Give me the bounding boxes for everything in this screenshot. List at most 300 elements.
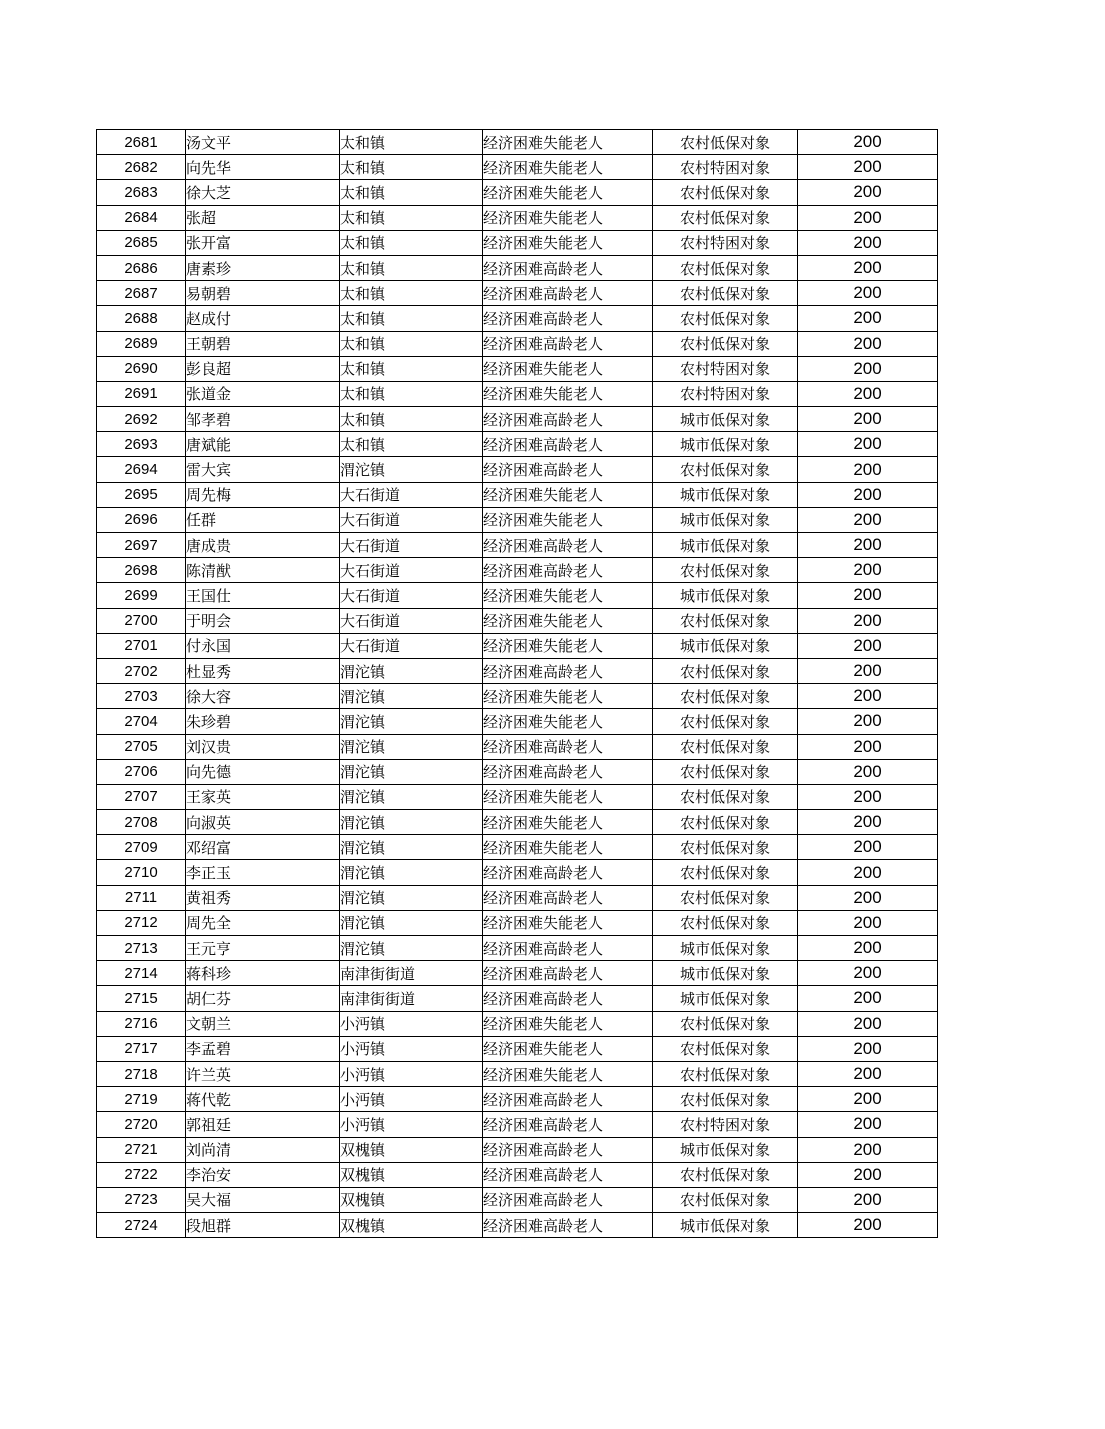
category-cell: 经济困难失能老人	[483, 910, 653, 935]
row-number-cell: 2693	[97, 432, 186, 457]
table-row	[97, 230, 938, 255]
name-cell: 黄祖秀	[186, 885, 340, 910]
recipient-type-cell: 城市低保对象	[653, 533, 798, 558]
town-cell: 渭沱镇	[340, 810, 483, 835]
row-number-cell: 2711	[97, 885, 186, 910]
row-number-cell: 2716	[97, 1011, 186, 1036]
table-row	[97, 381, 938, 406]
name-cell: 王朝碧	[186, 331, 340, 356]
amount-cell: 200	[798, 381, 938, 406]
table-row	[97, 1087, 938, 1112]
row-number-cell: 2697	[97, 533, 186, 558]
category-cell: 经济困难失能老人	[483, 709, 653, 734]
name-cell: 易朝碧	[186, 281, 340, 306]
recipient-type-cell: 农村低保对象	[653, 734, 798, 759]
name-cell: 向先德	[186, 759, 340, 784]
amount-cell: 200	[798, 533, 938, 558]
name-cell: 王元亨	[186, 936, 340, 961]
row-number-cell: 2692	[97, 407, 186, 432]
name-cell: 付永国	[186, 633, 340, 658]
town-cell: 太和镇	[340, 230, 483, 255]
name-cell: 向先华	[186, 155, 340, 180]
name-cell: 朱珍碧	[186, 709, 340, 734]
town-cell: 太和镇	[340, 407, 483, 432]
category-cell: 经济困难高龄老人	[483, 558, 653, 583]
category-cell: 经济困难失能老人	[483, 205, 653, 230]
town-cell: 太和镇	[340, 432, 483, 457]
town-cell: 大石街道	[340, 507, 483, 532]
category-cell: 经济困难高龄老人	[483, 1162, 653, 1187]
name-cell: 向淑英	[186, 810, 340, 835]
recipient-type-cell: 城市低保对象	[653, 633, 798, 658]
recipient-type-cell: 农村低保对象	[653, 255, 798, 280]
town-cell: 太和镇	[340, 205, 483, 230]
spreadsheet-page	[96, 129, 938, 1238]
town-cell: 渭沱镇	[340, 860, 483, 885]
name-cell: 于明会	[186, 608, 340, 633]
table-row	[97, 684, 938, 709]
recipient-type-cell: 农村低保对象	[653, 759, 798, 784]
town-cell: 渭沱镇	[340, 734, 483, 759]
name-cell: 李治安	[186, 1162, 340, 1187]
amount-cell: 200	[798, 1187, 938, 1212]
category-cell: 经济困难失能老人	[483, 633, 653, 658]
category-cell: 经济困难失能老人	[483, 130, 653, 155]
amount-cell: 200	[798, 583, 938, 608]
town-cell: 小沔镇	[340, 1087, 483, 1112]
amount-cell: 200	[798, 1061, 938, 1086]
name-cell: 汤文平	[186, 130, 340, 155]
amount-cell: 200	[798, 255, 938, 280]
recipient-type-cell: 农村低保对象	[653, 1036, 798, 1061]
town-cell: 太和镇	[340, 306, 483, 331]
amount-cell: 200	[798, 230, 938, 255]
town-cell: 大石街道	[340, 533, 483, 558]
row-number-cell: 2721	[97, 1137, 186, 1162]
category-cell: 经济困难高龄老人	[483, 885, 653, 910]
table-row	[97, 709, 938, 734]
name-cell: 邹孝碧	[186, 407, 340, 432]
row-number-cell: 2683	[97, 180, 186, 205]
category-cell: 经济困难高龄老人	[483, 306, 653, 331]
amount-cell: 200	[798, 432, 938, 457]
row-number-cell: 2722	[97, 1162, 186, 1187]
town-cell: 双槐镇	[340, 1187, 483, 1212]
row-number-cell: 2724	[97, 1213, 186, 1238]
amount-cell: 200	[798, 180, 938, 205]
table-row	[97, 281, 938, 306]
amount-cell: 200	[798, 1213, 938, 1238]
row-number-cell: 2708	[97, 810, 186, 835]
town-cell: 大石街道	[340, 482, 483, 507]
row-number-cell: 2703	[97, 684, 186, 709]
amount-cell: 200	[798, 558, 938, 583]
recipient-type-cell: 农村低保对象	[653, 658, 798, 683]
category-cell: 经济困难失能老人	[483, 684, 653, 709]
row-number-cell: 2682	[97, 155, 186, 180]
amount-cell: 200	[798, 1162, 938, 1187]
town-cell: 双槐镇	[340, 1162, 483, 1187]
town-cell: 南津街街道	[340, 961, 483, 986]
amount-cell: 200	[798, 457, 938, 482]
row-number-cell: 2687	[97, 281, 186, 306]
town-cell: 太和镇	[340, 356, 483, 381]
recipient-type-cell: 农村低保对象	[653, 1162, 798, 1187]
town-cell: 双槐镇	[340, 1137, 483, 1162]
table-row	[97, 734, 938, 759]
amount-cell: 200	[798, 684, 938, 709]
recipient-type-cell: 城市低保对象	[653, 961, 798, 986]
town-cell: 太和镇	[340, 180, 483, 205]
amount-cell: 200	[798, 835, 938, 860]
amount-cell: 200	[798, 986, 938, 1011]
category-cell: 经济困难失能老人	[483, 1061, 653, 1086]
category-cell: 经济困难失能老人	[483, 835, 653, 860]
category-cell: 经济困难高龄老人	[483, 734, 653, 759]
name-cell: 彭良超	[186, 356, 340, 381]
row-number-cell: 2690	[97, 356, 186, 381]
recipient-type-cell: 农村低保对象	[653, 1087, 798, 1112]
row-number-cell: 2709	[97, 835, 186, 860]
town-cell: 小沔镇	[340, 1011, 483, 1036]
row-number-cell: 2720	[97, 1112, 186, 1137]
town-cell: 大石街道	[340, 583, 483, 608]
row-number-cell: 2688	[97, 306, 186, 331]
town-cell: 渭沱镇	[340, 709, 483, 734]
category-cell: 经济困难高龄老人	[483, 860, 653, 885]
town-cell: 小沔镇	[340, 1036, 483, 1061]
table-row	[97, 1061, 938, 1086]
recipient-type-cell: 城市低保对象	[653, 986, 798, 1011]
town-cell: 小沔镇	[340, 1112, 483, 1137]
name-cell: 徐大芝	[186, 180, 340, 205]
category-cell: 经济困难失能老人	[483, 1011, 653, 1036]
table-row	[97, 1213, 938, 1238]
amount-cell: 200	[798, 331, 938, 356]
row-number-cell: 2699	[97, 583, 186, 608]
amount-cell: 200	[798, 608, 938, 633]
table-row	[97, 533, 938, 558]
category-cell: 经济困难高龄老人	[483, 1087, 653, 1112]
category-cell: 经济困难失能老人	[483, 155, 653, 180]
table-row	[97, 331, 938, 356]
name-cell: 蒋代乾	[186, 1087, 340, 1112]
category-cell: 经济困难高龄老人	[483, 936, 653, 961]
amount-cell: 200	[798, 885, 938, 910]
table-row	[97, 356, 938, 381]
recipient-type-cell: 农村特困对象	[653, 381, 798, 406]
table-row	[97, 130, 938, 155]
recipient-type-cell: 农村低保对象	[653, 1011, 798, 1036]
recipient-type-cell: 农村低保对象	[653, 885, 798, 910]
amount-cell: 200	[798, 306, 938, 331]
category-cell: 经济困难高龄老人	[483, 533, 653, 558]
name-cell: 刘汉贵	[186, 734, 340, 759]
category-cell: 经济困难失能老人	[483, 381, 653, 406]
category-cell: 经济困难失能老人	[483, 608, 653, 633]
row-number-cell: 2694	[97, 457, 186, 482]
table-row	[97, 608, 938, 633]
amount-cell: 200	[798, 130, 938, 155]
recipient-type-cell: 农村低保对象	[653, 784, 798, 809]
table-row	[97, 986, 938, 1011]
name-cell: 邓绍富	[186, 835, 340, 860]
recipient-type-cell: 农村特困对象	[653, 1112, 798, 1137]
recipient-type-cell: 农村低保对象	[653, 1187, 798, 1212]
amount-cell: 200	[798, 407, 938, 432]
town-cell: 小沔镇	[340, 1061, 483, 1086]
recipient-type-cell: 城市低保对象	[653, 1213, 798, 1238]
category-cell: 经济困难失能老人	[483, 180, 653, 205]
town-cell: 渭沱镇	[340, 759, 483, 784]
recipient-type-cell: 农村低保对象	[653, 810, 798, 835]
name-cell: 李孟碧	[186, 1036, 340, 1061]
town-cell: 大石街道	[340, 608, 483, 633]
name-cell: 段旭群	[186, 1213, 340, 1238]
town-cell: 渭沱镇	[340, 684, 483, 709]
category-cell: 经济困难高龄老人	[483, 255, 653, 280]
subsidy-table	[96, 129, 938, 1238]
amount-cell: 200	[798, 810, 938, 835]
amount-cell: 200	[798, 936, 938, 961]
recipient-type-cell: 农村特困对象	[653, 356, 798, 381]
category-cell: 经济困难高龄老人	[483, 658, 653, 683]
amount-cell: 200	[798, 281, 938, 306]
name-cell: 周先梅	[186, 482, 340, 507]
row-number-cell: 2689	[97, 331, 186, 356]
amount-cell: 200	[798, 961, 938, 986]
recipient-type-cell: 农村低保对象	[653, 1061, 798, 1086]
amount-cell: 200	[798, 155, 938, 180]
recipient-type-cell: 农村特困对象	[653, 155, 798, 180]
category-cell: 经济困难高龄老人	[483, 1112, 653, 1137]
table-row	[97, 1036, 938, 1061]
name-cell: 张道金	[186, 381, 340, 406]
table-row	[97, 205, 938, 230]
table-row	[97, 407, 938, 432]
category-cell: 经济困难失能老人	[483, 482, 653, 507]
table-row	[97, 180, 938, 205]
row-number-cell: 2695	[97, 482, 186, 507]
row-number-cell: 2713	[97, 936, 186, 961]
row-number-cell: 2706	[97, 759, 186, 784]
category-cell: 经济困难高龄老人	[483, 457, 653, 482]
town-cell: 渭沱镇	[340, 885, 483, 910]
row-number-cell: 2698	[97, 558, 186, 583]
town-cell: 南津街街道	[340, 986, 483, 1011]
town-cell: 渭沱镇	[340, 784, 483, 809]
row-number-cell: 2681	[97, 130, 186, 155]
name-cell: 周先全	[186, 910, 340, 935]
category-cell: 经济困难高龄老人	[483, 432, 653, 457]
row-number-cell: 2704	[97, 709, 186, 734]
row-number-cell: 2707	[97, 784, 186, 809]
recipient-type-cell: 农村低保对象	[653, 130, 798, 155]
amount-cell: 200	[798, 860, 938, 885]
name-cell: 王家英	[186, 784, 340, 809]
name-cell: 徐大容	[186, 684, 340, 709]
amount-cell: 200	[798, 356, 938, 381]
table-row	[97, 432, 938, 457]
recipient-type-cell: 农村低保对象	[653, 205, 798, 230]
table-row	[97, 658, 938, 683]
category-cell: 经济困难高龄老人	[483, 1137, 653, 1162]
table-row	[97, 155, 938, 180]
name-cell: 唐斌能	[186, 432, 340, 457]
town-cell: 大石街道	[340, 633, 483, 658]
recipient-type-cell: 农村低保对象	[653, 306, 798, 331]
table-row	[97, 759, 938, 784]
name-cell: 王国仕	[186, 583, 340, 608]
amount-cell: 200	[798, 1036, 938, 1061]
category-cell: 经济困难失能老人	[483, 810, 653, 835]
amount-cell: 200	[798, 1137, 938, 1162]
table-row	[97, 583, 938, 608]
row-number-cell: 2691	[97, 381, 186, 406]
row-number-cell: 2710	[97, 860, 186, 885]
name-cell: 唐成贵	[186, 533, 340, 558]
category-cell: 经济困难失能老人	[483, 583, 653, 608]
town-cell: 太和镇	[340, 130, 483, 155]
amount-cell: 200	[798, 507, 938, 532]
amount-cell: 200	[798, 1087, 938, 1112]
name-cell: 蒋科珍	[186, 961, 340, 986]
recipient-type-cell: 农村低保对象	[653, 608, 798, 633]
amount-cell: 200	[798, 658, 938, 683]
table-row	[97, 810, 938, 835]
name-cell: 文朝兰	[186, 1011, 340, 1036]
recipient-type-cell: 农村特困对象	[653, 230, 798, 255]
recipient-type-cell: 城市低保对象	[653, 936, 798, 961]
row-number-cell: 2686	[97, 255, 186, 280]
recipient-type-cell: 农村低保对象	[653, 457, 798, 482]
town-cell: 渭沱镇	[340, 910, 483, 935]
name-cell: 张超	[186, 205, 340, 230]
recipient-type-cell: 城市低保对象	[653, 432, 798, 457]
name-cell: 吴大福	[186, 1187, 340, 1212]
amount-cell: 200	[798, 1112, 938, 1137]
row-number-cell: 2701	[97, 633, 186, 658]
row-number-cell: 2723	[97, 1187, 186, 1212]
row-number-cell: 2712	[97, 910, 186, 935]
table-row	[97, 457, 938, 482]
category-cell: 经济困难失能老人	[483, 230, 653, 255]
table-row	[97, 885, 938, 910]
amount-cell: 200	[798, 482, 938, 507]
town-cell: 渭沱镇	[340, 457, 483, 482]
recipient-type-cell: 农村低保对象	[653, 331, 798, 356]
name-cell: 李正玉	[186, 860, 340, 885]
table-row	[97, 1187, 938, 1212]
amount-cell: 200	[798, 734, 938, 759]
category-cell: 经济困难失能老人	[483, 507, 653, 532]
table-row	[97, 306, 938, 331]
amount-cell: 200	[798, 784, 938, 809]
amount-cell: 200	[798, 759, 938, 784]
category-cell: 经济困难高龄老人	[483, 759, 653, 784]
table-row	[97, 482, 938, 507]
town-cell: 太和镇	[340, 255, 483, 280]
category-cell: 经济困难失能老人	[483, 1036, 653, 1061]
amount-cell: 200	[798, 910, 938, 935]
name-cell: 张开富	[186, 230, 340, 255]
town-cell: 太和镇	[340, 381, 483, 406]
row-number-cell: 2702	[97, 658, 186, 683]
recipient-type-cell: 城市低保对象	[653, 507, 798, 532]
row-number-cell: 2705	[97, 734, 186, 759]
table-row	[97, 255, 938, 280]
table-row	[97, 835, 938, 860]
category-cell: 经济困难高龄老人	[483, 1187, 653, 1212]
recipient-type-cell: 城市低保对象	[653, 583, 798, 608]
recipient-type-cell: 农村低保对象	[653, 860, 798, 885]
table-row	[97, 633, 938, 658]
table-row	[97, 784, 938, 809]
recipient-type-cell: 农村低保对象	[653, 709, 798, 734]
name-cell: 陈清猷	[186, 558, 340, 583]
table-row	[97, 1112, 938, 1137]
name-cell: 胡仁芬	[186, 986, 340, 1011]
table-row	[97, 1162, 938, 1187]
table-row	[97, 1137, 938, 1162]
name-cell: 任群	[186, 507, 340, 532]
category-cell: 经济困难高龄老人	[483, 407, 653, 432]
row-number-cell: 2700	[97, 608, 186, 633]
category-cell: 经济困难高龄老人	[483, 331, 653, 356]
name-cell: 刘尚清	[186, 1137, 340, 1162]
recipient-type-cell: 城市低保对象	[653, 482, 798, 507]
town-cell: 渭沱镇	[340, 658, 483, 683]
row-number-cell: 2684	[97, 205, 186, 230]
recipient-type-cell: 农村低保对象	[653, 684, 798, 709]
town-cell: 双槐镇	[340, 1213, 483, 1238]
name-cell: 雷大宾	[186, 457, 340, 482]
recipient-type-cell: 城市低保对象	[653, 407, 798, 432]
recipient-type-cell: 农村低保对象	[653, 910, 798, 935]
category-cell: 经济困难高龄老人	[483, 961, 653, 986]
town-cell: 渭沱镇	[340, 936, 483, 961]
category-cell: 经济困难高龄老人	[483, 281, 653, 306]
amount-cell: 200	[798, 205, 938, 230]
row-number-cell: 2714	[97, 961, 186, 986]
recipient-type-cell: 农村低保对象	[653, 180, 798, 205]
name-cell: 唐素珍	[186, 255, 340, 280]
row-number-cell: 2696	[97, 507, 186, 532]
town-cell: 太和镇	[340, 281, 483, 306]
amount-cell: 200	[798, 709, 938, 734]
name-cell: 郭祖廷	[186, 1112, 340, 1137]
name-cell: 杜显秀	[186, 658, 340, 683]
row-number-cell: 2685	[97, 230, 186, 255]
table-row	[97, 961, 938, 986]
row-number-cell: 2717	[97, 1036, 186, 1061]
table-body	[97, 130, 938, 1238]
amount-cell: 200	[798, 1011, 938, 1036]
recipient-type-cell: 农村低保对象	[653, 835, 798, 860]
town-cell: 渭沱镇	[340, 835, 483, 860]
recipient-type-cell: 城市低保对象	[653, 1137, 798, 1162]
table-row	[97, 860, 938, 885]
recipient-type-cell: 农村低保对象	[653, 281, 798, 306]
town-cell: 大石街道	[340, 558, 483, 583]
recipient-type-cell: 农村低保对象	[653, 558, 798, 583]
row-number-cell: 2718	[97, 1061, 186, 1086]
table-row	[97, 1011, 938, 1036]
town-cell: 太和镇	[340, 155, 483, 180]
name-cell: 许兰英	[186, 1061, 340, 1086]
category-cell: 经济困难失能老人	[483, 356, 653, 381]
category-cell: 经济困难高龄老人	[483, 986, 653, 1011]
